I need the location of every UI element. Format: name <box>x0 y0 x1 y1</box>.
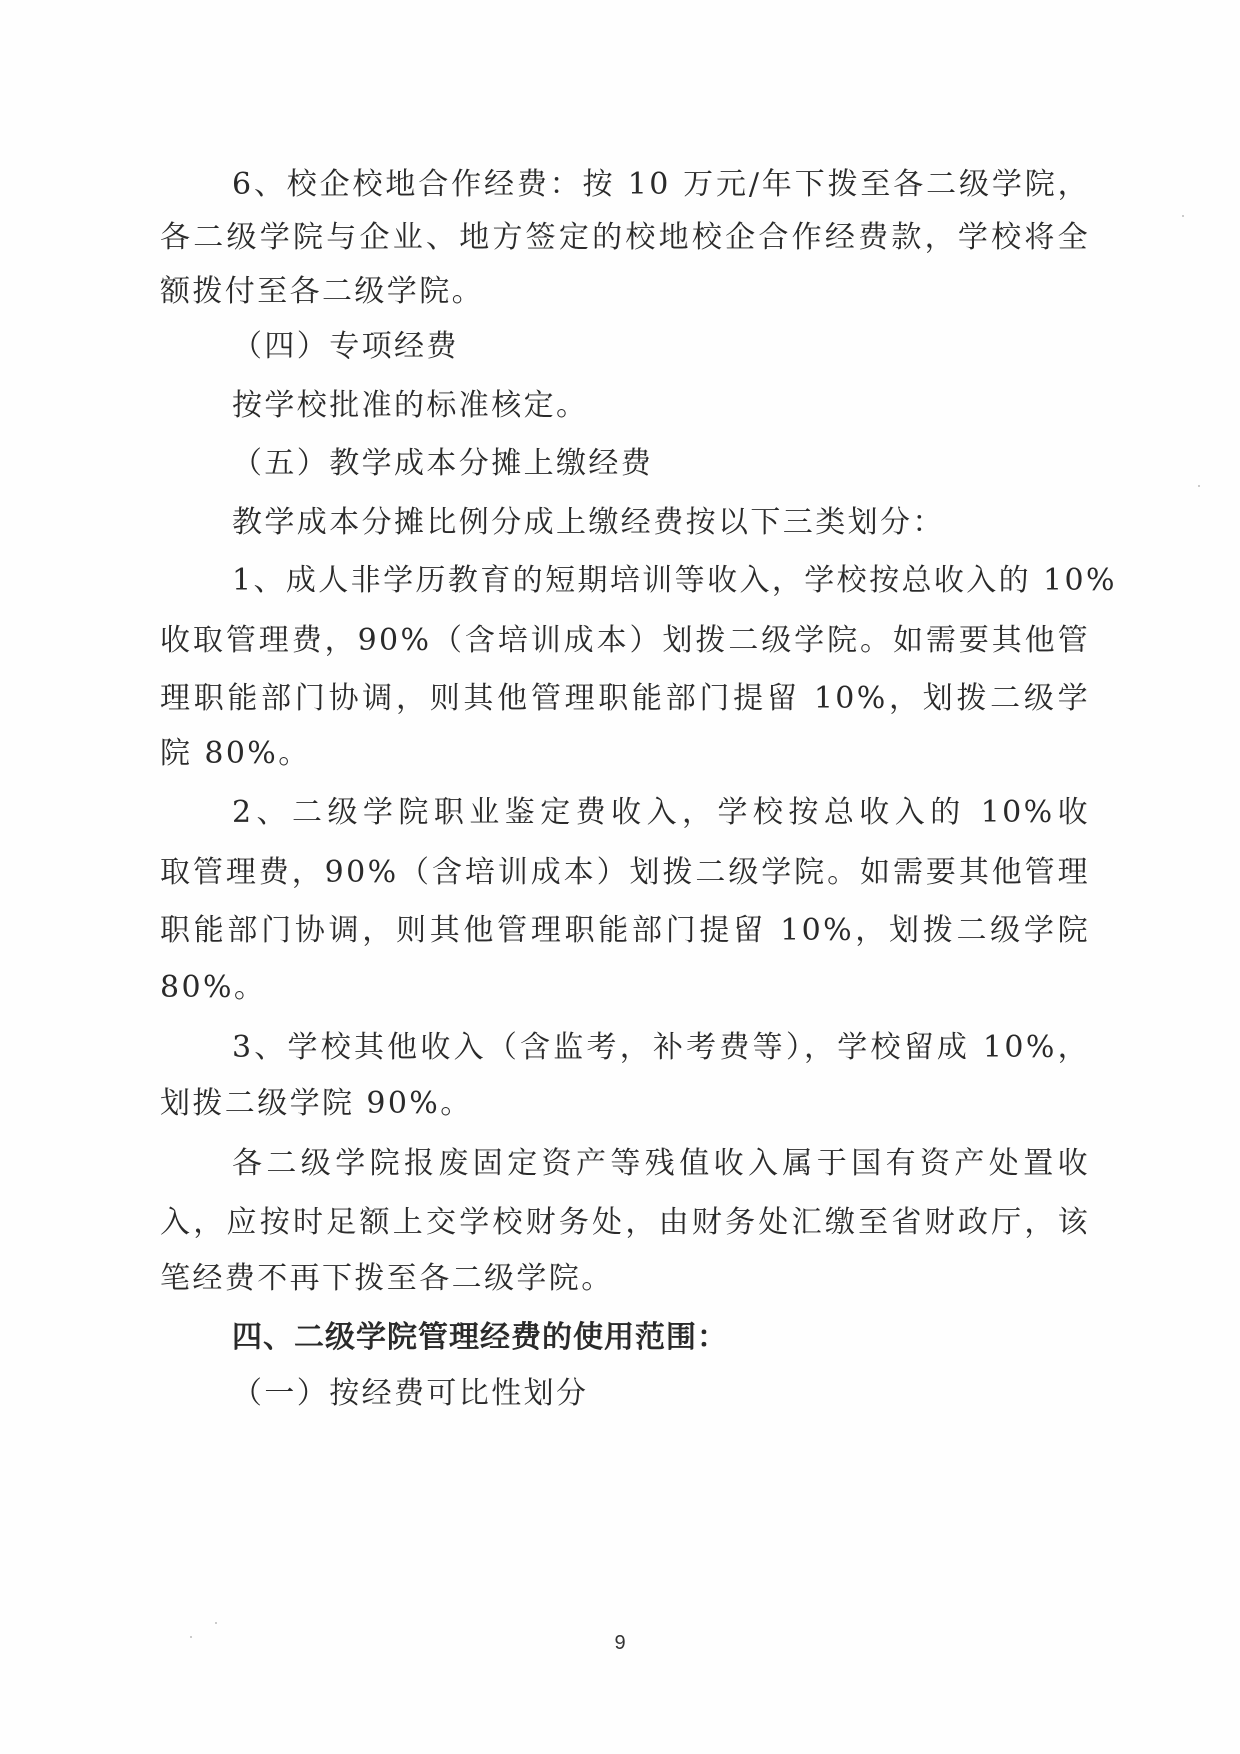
paragraph-line-item2-4: 80%。 <box>160 970 267 1005</box>
scan-speck <box>190 1636 192 1638</box>
paragraph-line-item6-2: 各二级学院与企业、地方签定的校地校企合作经费款，学校将全 <box>160 220 1090 255</box>
section-heading-usage-scope: 四、二级学院管理经费的使用范围： <box>232 1320 728 1355</box>
paragraph-line-assets-2: 入，应按时足额上交学校财务处，由财务处汇缴至省财政厅，该 <box>160 1205 1090 1240</box>
scan-speck <box>1198 485 1200 487</box>
paragraph-line-item1-2: 收取管理费，90%（含培训成本）划拨二级学院。如需要其他管 <box>160 623 1090 658</box>
subsection-heading-comparability: （一）按经费可比性划分 <box>232 1376 589 1411</box>
paragraph-special-funds: 按学校批准的标准核定。 <box>232 388 589 423</box>
paragraph-line-item3-2: 划拨二级学院 90%。 <box>160 1086 473 1121</box>
paragraph-cost-sharing-intro: 教学成本分摊比例分成上缴经费按以下三类划分： <box>232 505 945 540</box>
paragraph-line-item2-3: 职能部门协调，则其他管理职能部门提留 10%，划拨二级学院 <box>160 913 1090 948</box>
paragraph-line-item1-3: 理职能部门协调，则其他管理职能部门提留 10%，划拨二级学 <box>160 681 1090 716</box>
section-heading-special-funds: （四）专项经费 <box>232 329 459 364</box>
paragraph-line-item1-1: 1、成人非学历教育的短期培训等收入，学校按总收入的 10% <box>232 563 1117 598</box>
paragraph-line-item1-4: 院 80%。 <box>160 736 311 771</box>
section-heading-cost-sharing: （五）教学成本分摊上缴经费 <box>232 446 654 481</box>
paragraph-line-assets-1: 各二级学院报废固定资产等残值收入属于国有资产处置收 <box>232 1146 1090 1181</box>
paragraph-line-item3-1: 3、学校其他收入（含监考，补考费等），学校留成 10%， <box>232 1030 1090 1065</box>
paragraph-line-item6-3: 额拨付至各二级学院。 <box>160 274 484 309</box>
page-number: 9 <box>614 1632 626 1654</box>
paragraph-line-assets-3: 笔经费不再下拨至各二级学院。 <box>160 1261 614 1296</box>
paragraph-line-item2-1: 2、二级学院职业鉴定费收入，学校按总收入的 10%收 <box>232 795 1090 830</box>
paragraph-line-item6-1: 6、校企校地合作经费：按 10 万元/年下拨至各二级学院， <box>232 167 1090 202</box>
paragraph-line-item2-2: 取管理费，90%（含培训成本）划拨二级学院。如需要其他管理 <box>160 855 1090 890</box>
scan-speck <box>215 1622 217 1624</box>
scan-speck <box>1182 215 1184 217</box>
